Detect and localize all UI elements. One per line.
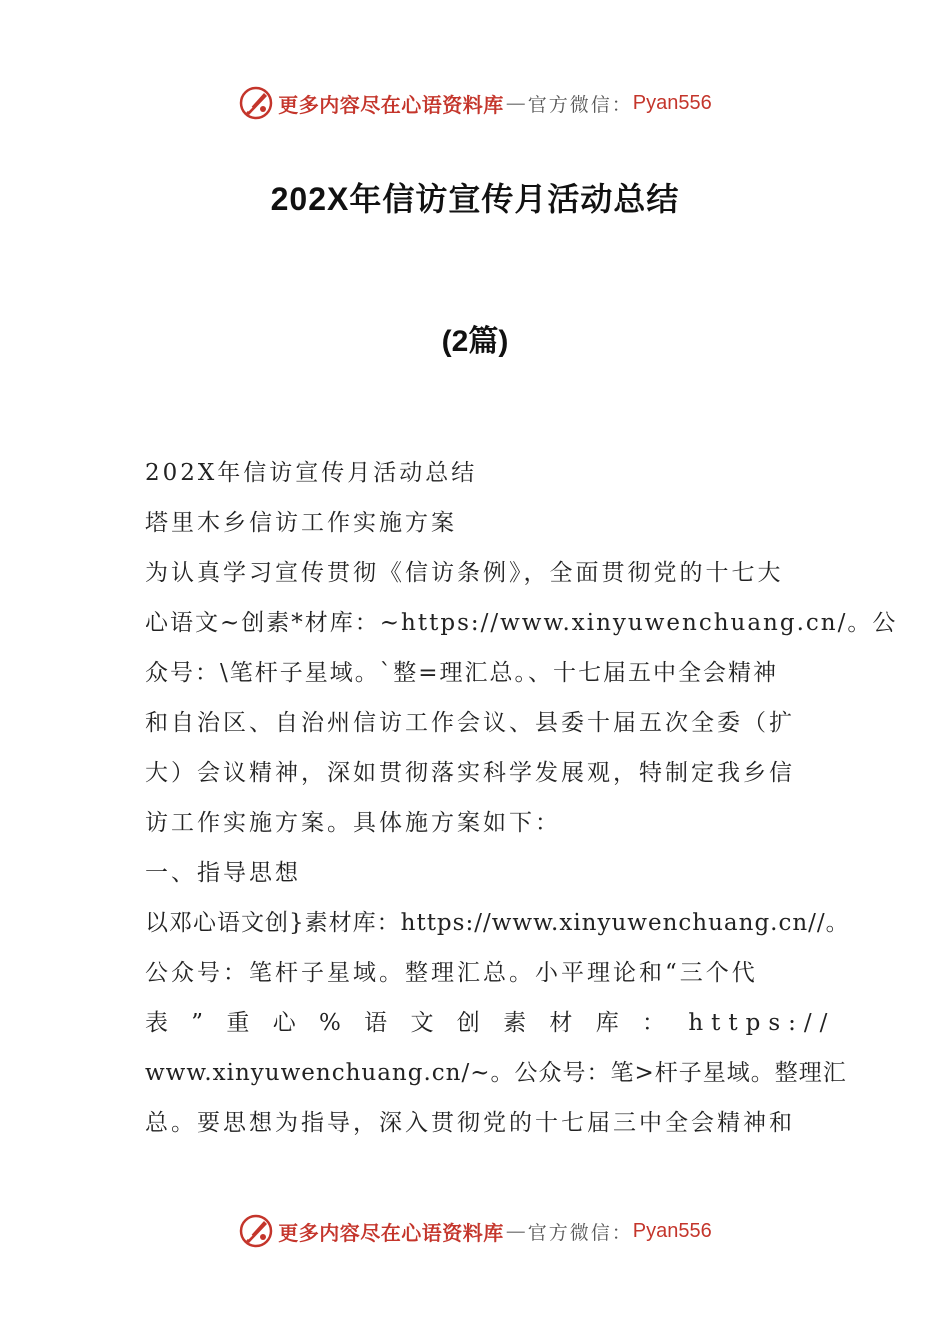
body-line-10: 以邓心语文创}素材库：https://www.xinyuwenchuang.cn//。	[145, 910, 850, 936]
body-line-4: 心语文~创素*材库：~https://www.xinyuwenchuang.cn/。公	[145, 610, 898, 636]
body-line-8: 访工作实施方案。具体施方案如下：	[145, 810, 561, 836]
header-banner-official: 官方微信：	[527, 93, 633, 116]
header-banner-dash: —	[505, 91, 526, 115]
body-line-1: 202X年信访宣传月活动总结	[145, 460, 478, 486]
quill-logo-icon	[238, 1213, 274, 1249]
body-line-14: 总。要思想为指导，深入贯彻党的十七届三中全会精神和	[145, 1110, 795, 1136]
footer-banner	[0, 1211, 950, 1251]
body-line-13: www.xinyuwenchuang.cn/~。公众号：笔>杆子星域。整理汇	[145, 1060, 847, 1086]
footer-banner-dash: —	[505, 1219, 526, 1243]
body-line-3: 为认真学习宣传贯彻《信访条例》，全面贯彻党的十七大	[145, 560, 784, 586]
header-banner	[0, 83, 950, 123]
body-line-7: 大）会议精神，深如贯彻落实科学发展观，特制定我乡信	[145, 760, 795, 786]
document-subtitle: (2篇)	[441, 325, 509, 358]
footer-banner-official: 官方微信：	[527, 1221, 633, 1244]
document-title: 202X年信访宣传月活动总结	[270, 181, 680, 217]
footer-banner-wechat: Pyan556	[632, 1219, 712, 1242]
body-line-11: 公众号：笔杆子星域。整理汇总。小平理论和“三个代	[145, 960, 758, 986]
header-banner-wechat: Pyan556	[632, 91, 712, 114]
body-line-2: 塔里木乡信访工作实施方案	[145, 510, 457, 536]
body-line-9: 一、指导思想	[145, 860, 301, 886]
quill-logo-icon	[238, 85, 274, 121]
document-body	[145, 448, 898, 1148]
header-banner-text: 更多内容尽在心语资料库	[278, 92, 504, 117]
footer-banner-text: 更多内容尽在心语资料库	[278, 1220, 504, 1245]
body-line-12: 表 ” 重 心 % 语 文 创 素 材 库 ： https://	[145, 1010, 836, 1036]
body-line-6: 和自治区、自治州信访工作会议、县委十届五次全委（扩	[145, 710, 795, 736]
body-line-5: 众号：\笔杆子星域。`整=理汇总。、十七届五中全会精神	[145, 660, 779, 686]
